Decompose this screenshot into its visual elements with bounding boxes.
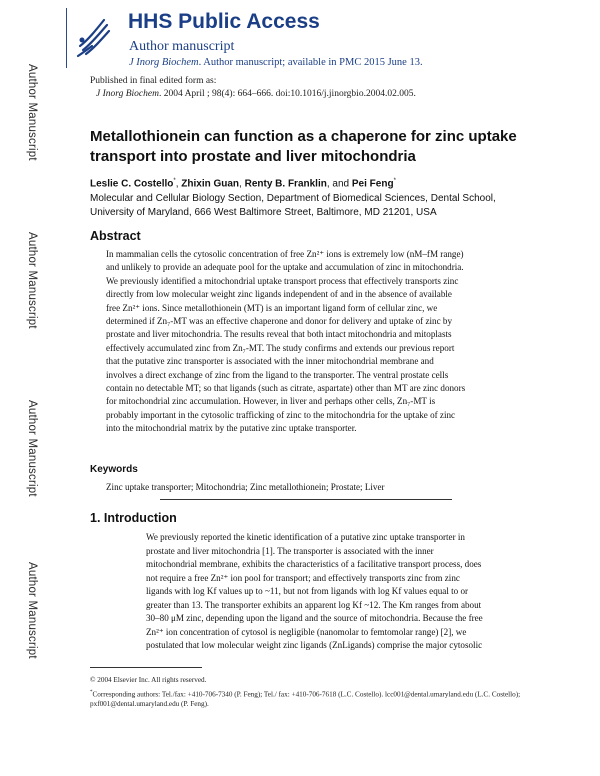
introduction-heading: 1. Introduction	[90, 511, 177, 525]
manuscript-citation: J Inorg Biochem. Author manuscript; available in PMC 2015 June 13.	[129, 57, 423, 68]
side-label-author-manuscript: Author Manuscript	[26, 232, 38, 329]
introduction-body: We previously reported the kinetic identification of a putative zinc uptake transporter in prostate and liver mitochondria [1]. The transporter is associated with the inner mitochondrial membrane, exhibits the characteristics of a facilitative transport process, does not require a free Zn²⁺ ion pool for transport; and effectively transports zinc from zinc ligands with log Kf values up to ~11, but not from ligands with log Kf values equal to or greater than 13. The transporter exhibits an apparent log Kf ~12. The Km ranges from about 30–80 μM zinc, depending upon the ligand and the source of mitochondria. Because the free Zn²⁺ ion concentration of cytosol is negligible (nanomolar to femtomolar range) [2], we postulated that low molecular weight zinc ligands (ZnLigands) comprise the major cytosolic	[146, 532, 483, 650]
keywords-list: Zinc uptake transporter; Mitochondria; Zinc metallothionein; Prostate; Liver	[106, 482, 385, 492]
header-divider	[66, 8, 67, 68]
side-label-author-manuscript: Author Manuscript	[26, 562, 38, 659]
hhs-public-access-title: HHS Public Access	[128, 10, 320, 33]
footnote-divider	[90, 667, 202, 668]
published-reference: J Inorg Biochem. 2004 April ; 98(4): 664–666. doi:10.1016/j.jinorgbio.2004.02.005.	[96, 89, 416, 99]
copyright-note: © 2004 Elsevier Inc. All rights reserved.	[90, 676, 207, 684]
author-affiliation: Molecular and Cellular Biology Section, Department of Biomedical Sciences, Dental School, University of Maryland, 666 West Baltimore Street, Baltimore, MD 21201, USA	[90, 193, 496, 218]
author-list: Leslie C. Costello*, Zhixin Guan, Renty B. Franklin, and Pei Feng*	[90, 178, 396, 190]
hhs-eagle-logo-icon	[74, 16, 112, 60]
side-label-author-manuscript: Author Manuscript	[26, 400, 38, 497]
side-label-author-manuscript: Author Manuscript	[26, 64, 38, 161]
corresponding-author-note: *Corresponding authors: Tel./fax: +410-706-7340 (P. Feng); Tel./ fax: +410-706-7618 (L.C. Costello). lcc001@dental.umaryland.edu (L.C. Costello); pxf001@dental.umaryland.edu (P. Feng).	[90, 690, 521, 708]
abstract-heading: Abstract	[90, 229, 141, 243]
keywords-divider	[160, 499, 452, 500]
keywords-heading: Keywords	[90, 464, 138, 475]
author-manuscript-subtitle: Author manuscript	[129, 39, 235, 54]
article-title: Metallothionein can function as a chaperone for zinc uptake transport into prostate and liver mitochondria	[90, 128, 517, 165]
published-in-label: Published in final edited form as:	[90, 76, 217, 86]
abstract-body: In mammalian cells the cytosolic concentration of free Zn²⁺ ions is extremely low (nM–fM range) and unlikely to provide an adequate pool for the uptake and accumulation of zinc in mitochondria. We previously identified a mitochondrial uptake transport process that effectively transports zinc directly from low molecular weight zinc ligands independent of and in the absence of available free Zn²⁺ ions. Since metallothionein (MT) is an important ligand form of cellular zinc, we determined if Zn₇-MT was an effective chaperone and donor for delivery and uptake of zinc by prostate and liver mitochondria. The results reveal that both intact mitochondria and mitoplasts effectively accumulated zinc from Zn₇-MT. The study confirms and extends our previous report that the putative zinc transporter is associated with the inner mitochondrial membrane and involves a direct exchange of zinc from the ligand to the transporter. The ventral prostate cells contain no detectable MT; so that ligands (such as citrate, aspartate) other than MT are zinc donors for mitochondrial zinc accumulation. However, in liver and perhaps other cells, Zn₇-MT is probably important in the cytosolic trafficking of zinc to the mitochondria for the uptake of zinc into the mitochondrial matrix by the putative zinc uptake transporter.	[106, 249, 466, 434]
